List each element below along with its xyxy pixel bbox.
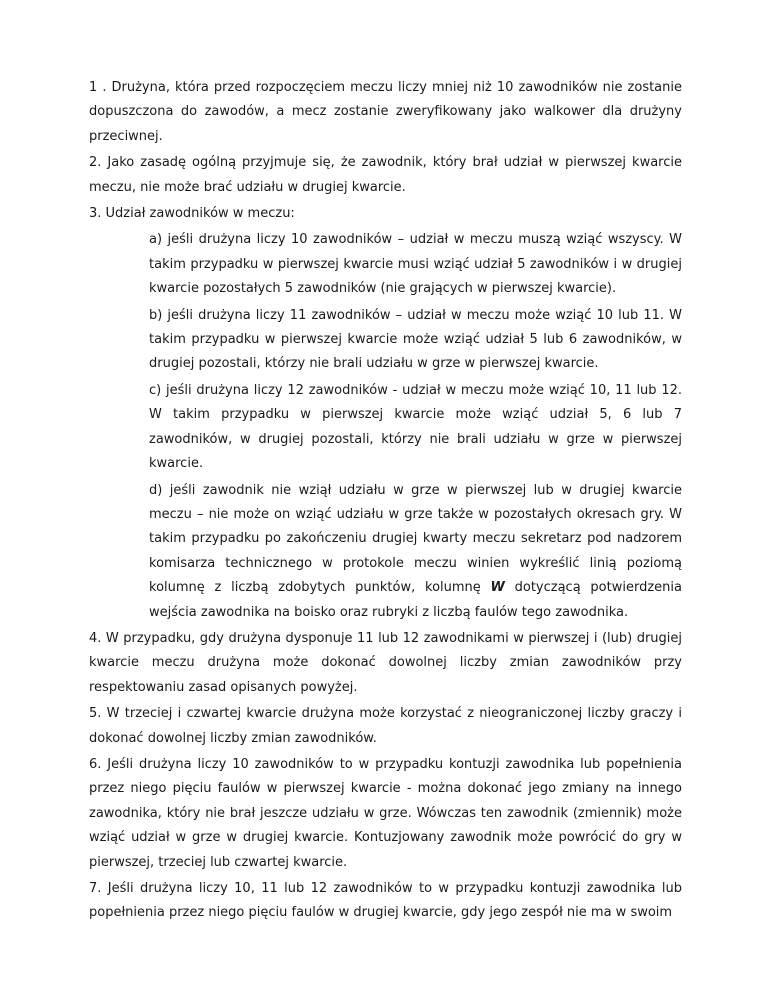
paragraph-3a: a) jeśli drużyna liczy 10 zawodników – udział w meczu muszą wziąć wszyscy. W takim przypadku w pierwszej kwarcie musi wziąć udział 5 zawodników i w drugiej kwarcie pozostałych 5 zawodników (nie grających w pierwszej kwarcie). [149, 232, 682, 297]
paragraph-3d-bold-w: W [490, 580, 505, 596]
paragraph-7: 7. Jeśli drużyna liczy 10, 11 lub 12 zawodników to w przypadku kontuzji zawodnika lub popełnienia przez niego pięciu faulów w drugiej kwarcie, gdy jego zespół nie ma w swoim [89, 881, 682, 921]
paragraph-1: 1 . Drużyna, która przed rozpoczęciem meczu liczy mniej niż 10 zawodników nie zostanie dopuszczona do zawodów, a mecz zostanie zweryfikowany jako walkower dla drużyny przeciwnej. [89, 80, 682, 144]
paragraph-3b: b) jeśli drużyna liczy 11 zawodników – udział w meczu może wziąć 10 lub 11. W takim przypadku w pierwszej kwarcie może wziąć udział 5 lub 6 zawodników, w drugiej pozostali, którzy nie brali udziału w grze w pierwszej kwarcie. [149, 307, 682, 372]
paragraph-5: 5. W trzeciej i czwartej kwarcie drużyna może korzystać z nieograniczonej liczby graczy i dokonać dowolnej liczby zmian zawodników. [89, 706, 682, 746]
paragraph-4: 4. W przypadku, gdy drużyna dysponuje 11 lub 12 zawodnikami w pierwszej i (lub) drugiej kwarcie meczu drużyna może dokonać dowolnej liczby zmian zawodników przy respektowaniu zasad opisanych powyżej. [89, 630, 682, 695]
paragraph-3d [149, 479, 682, 625]
paragraph-2: 2. Jako zasadę ogólną przyjmuje się, że zawodnik, który brał udział w pierwszej kwarcie meczu, nie może brać udziału w drugiej kwarcie. [89, 155, 682, 195]
document-page [89, 76, 682, 928]
paragraph-3c: c) jeśli drużyna liczy 12 zawodników - udział w meczu może wziąć 10, 11 lub 12. W takim przypadku w pierwszej kwarcie może wziąć udział 5, 6 lub 7 zawodników, w drugiej pozostali, którzy nie brali udziału w grze w pierwszej kwarcie. [149, 382, 682, 472]
paragraph-3: 3. Udział zawodników w meczu: [89, 206, 295, 222]
paragraph-3d-text-start: d) jeśli zawodnik nie wziął udziału w grze w pierwszej lub w drugiej kwarcie meczu – nie może on wziąć udziału w grze także w pozostałych okresach gry. W takim przypadku po zakończeniu drugiej kwarty meczu sekretarz pod nadzorem komisarza technicznego w protokole meczu winien wykreślić linią poziomą kolumnę z liczbą zdobytych punktów, kolumnę [149, 482, 682, 596]
paragraph-3d-text-end: dotyczącą potwierdzenia wejścia zawodnika na boisko oraz rubryki z liczbą faulów tego zawodnika. [149, 580, 682, 620]
paragraph-6: 6. Jeśli drużyna liczy 10 zawodników to w przypadku kontuzji zawodnika lub popełnienia przez niego pięciu faulów w pierwszej kwarcie - można dokonać jego zmiany na innego zawodnika, który nie brał jeszcze udziału w grze. Wówczas ten zawodnik (zmiennik) może wziąć udział w grze w drugiej kwarcie. Kontuzjowany zawodnik może powrócić do gry w pierwszej, trzeciej lub czwartej kwarcie. [89, 756, 682, 870]
